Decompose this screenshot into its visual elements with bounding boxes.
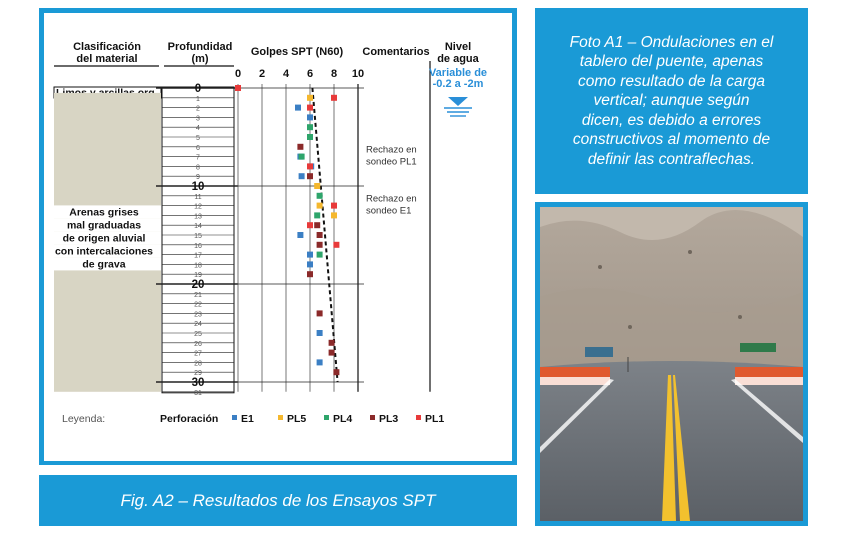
header-depth: Profundidad bbox=[167, 41, 233, 53]
soil-label: con intercalaciones bbox=[54, 245, 154, 258]
data-point-pl1 bbox=[307, 222, 313, 228]
header-depth: (m) bbox=[191, 53, 209, 65]
depth-label: 11 bbox=[194, 193, 202, 201]
water-level-marker bbox=[448, 97, 468, 106]
photo-caption bbox=[535, 8, 808, 194]
header-water: de agua bbox=[437, 53, 479, 65]
data-point-pl3 bbox=[317, 242, 323, 248]
header-classification: Clasificación bbox=[73, 41, 141, 53]
soil-label: mal graduadas bbox=[66, 219, 142, 232]
depth-label: 1 bbox=[196, 95, 200, 103]
x-tick-label: 4 bbox=[282, 68, 290, 80]
data-point-pl4 bbox=[317, 252, 323, 258]
photo-caption-line: como resultado de la carga bbox=[578, 72, 765, 90]
photo-caption-line: definir las contraflechas. bbox=[587, 150, 756, 168]
data-point-e1 bbox=[299, 173, 305, 179]
photo-caption-line: tablero del puente, apenas bbox=[579, 53, 764, 71]
data-point-pl3 bbox=[317, 232, 323, 238]
photo-caption-line: dicen, es debido a errores bbox=[581, 111, 762, 129]
data-point-pl1 bbox=[333, 242, 339, 248]
data-point-pl5 bbox=[307, 95, 313, 101]
legend-swatch-pl1 bbox=[416, 415, 421, 420]
data-point-pl3 bbox=[333, 369, 339, 375]
comment-text: Rechazo en bbox=[366, 193, 417, 205]
depth-label: 12 bbox=[194, 203, 202, 211]
data-point-pl1 bbox=[307, 105, 313, 111]
depth-label: 18 bbox=[194, 262, 202, 270]
legend-swatch-e1 bbox=[232, 415, 237, 420]
legend-entry-e1: E1 bbox=[241, 413, 254, 425]
depth-label: 3 bbox=[196, 115, 200, 123]
data-point-pl4 bbox=[307, 134, 313, 140]
legend-entry-pl3: PL3 bbox=[379, 413, 399, 425]
depth-label: 25 bbox=[194, 331, 202, 338]
header-water: Nivel bbox=[444, 41, 472, 53]
soil-label: de origen aluvial bbox=[62, 232, 146, 245]
figure-panel bbox=[44, 13, 512, 461]
data-point-pl1 bbox=[331, 203, 337, 209]
depth-label: 17 bbox=[194, 252, 202, 260]
data-point-pl1 bbox=[235, 85, 241, 91]
legend-title: Perforación bbox=[160, 413, 219, 425]
data-point-e1 bbox=[307, 114, 313, 120]
x-tick-label: 6 bbox=[306, 68, 314, 80]
depth-label: 29 bbox=[194, 370, 202, 378]
soil-label: de grava bbox=[82, 258, 126, 271]
data-point-pl1 bbox=[307, 163, 313, 169]
data-point-pl3 bbox=[329, 340, 335, 346]
data-point-pl3 bbox=[297, 144, 303, 150]
depth-label: 10 bbox=[191, 181, 205, 193]
data-point-pl3 bbox=[314, 222, 320, 228]
spt-chart bbox=[44, 13, 512, 461]
legend-entry-pl1: PL1 bbox=[425, 413, 445, 425]
comment-text: Rechazo en bbox=[366, 144, 417, 156]
data-point-pl5 bbox=[331, 212, 337, 218]
data-point-pl5 bbox=[317, 203, 323, 209]
depth-label: 15 bbox=[194, 233, 202, 240]
data-point-pl3 bbox=[329, 350, 335, 356]
depth-label: 22 bbox=[194, 301, 202, 309]
depth-label: 28 bbox=[194, 360, 202, 368]
legend-entry-pl5: PL5 bbox=[287, 413, 307, 425]
comment-text: sondeo PL1 bbox=[366, 156, 417, 168]
data-point-pl3 bbox=[307, 271, 313, 277]
water-level-text: -0.2 a -2m bbox=[432, 78, 484, 90]
depth-label: 27 bbox=[194, 350, 202, 358]
depth-label: 31 bbox=[194, 389, 202, 397]
depth-label: 23 bbox=[194, 311, 202, 319]
data-point-pl4 bbox=[317, 193, 323, 199]
data-point-pl4 bbox=[307, 124, 313, 130]
depth-label: 0 bbox=[194, 83, 202, 95]
depth-label: 4 bbox=[196, 125, 200, 133]
x-tick-label: 0 bbox=[234, 68, 242, 80]
data-point-pl3 bbox=[307, 173, 313, 179]
depth-label: 20 bbox=[191, 279, 205, 291]
x-tick-label: 2 bbox=[258, 68, 266, 80]
data-point-pl4 bbox=[299, 154, 305, 160]
header-comments: Comentarios bbox=[362, 46, 430, 58]
data-point-pl5 bbox=[314, 183, 320, 189]
data-point-e1 bbox=[297, 232, 303, 238]
depth-label: 19 bbox=[194, 272, 202, 280]
figure-caption: Fig. A2 – Resultados de los Ensayos SPT bbox=[39, 475, 517, 526]
depth-label: 5 bbox=[196, 135, 200, 142]
depth-label: 26 bbox=[194, 340, 202, 348]
water-level-text: Variable de bbox=[428, 67, 488, 79]
depth-label: 6 bbox=[196, 144, 200, 152]
header-spt: Golpes SPT (N60) bbox=[250, 46, 344, 58]
depth-label: 16 bbox=[194, 242, 202, 250]
data-point-e1 bbox=[317, 359, 323, 365]
legend-entry-pl4: PL4 bbox=[333, 413, 353, 425]
x-tick-label: 10 bbox=[351, 68, 365, 80]
depth-label: 30 bbox=[191, 377, 205, 389]
data-point-pl4 bbox=[314, 212, 320, 218]
depth-label: 21 bbox=[194, 291, 202, 299]
comment-text: sondeo E1 bbox=[366, 205, 412, 217]
depth-label: 24 bbox=[194, 321, 202, 329]
depth-label: 13 bbox=[194, 213, 202, 221]
depth-label: 7 bbox=[196, 154, 200, 162]
photo-caption-line: Foto A1 – Ondulaciones en el bbox=[569, 33, 774, 51]
header-classification: del material bbox=[76, 53, 138, 65]
depth-label: 8 bbox=[196, 164, 200, 172]
soil-label: Arenas grises bbox=[69, 206, 139, 219]
data-point-e1 bbox=[317, 330, 323, 336]
legend-swatch-pl3 bbox=[370, 415, 375, 420]
depth-label: 9 bbox=[196, 174, 200, 182]
legend-swatch-pl4 bbox=[324, 415, 329, 420]
bridge-deck-photo bbox=[540, 207, 803, 521]
photo-caption-line: constructivos al momento de bbox=[572, 131, 771, 149]
photo-caption-line: vertical; aunque según bbox=[593, 92, 750, 110]
data-point-pl3 bbox=[317, 310, 323, 316]
x-tick-label: 8 bbox=[330, 68, 338, 80]
legend-swatch-pl5 bbox=[278, 415, 283, 420]
depth-label: 14 bbox=[194, 223, 202, 231]
depth-label: 2 bbox=[196, 105, 200, 113]
data-point-e1 bbox=[295, 105, 301, 111]
data-point-pl1 bbox=[331, 95, 337, 101]
data-point-e1 bbox=[307, 252, 313, 258]
data-point-e1 bbox=[307, 261, 313, 267]
legend-label: Leyenda: bbox=[62, 413, 106, 425]
